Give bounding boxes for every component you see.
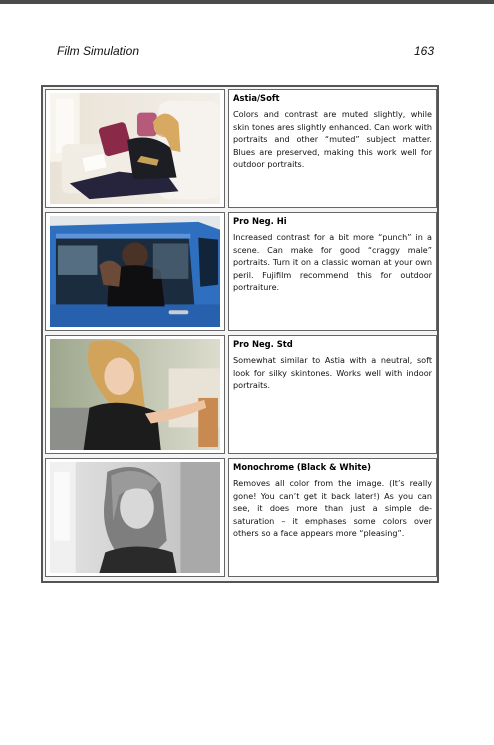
photo-cell	[45, 212, 225, 331]
film-mode-description: Removes all color from the image. (It’s really gone! You can’t get it back later!) As you can see, it does more than just a simple de-saturation – it emphases some colors over others so a face appears more “pleasing”.	[233, 478, 432, 539]
black-and-white-portrait-photo	[50, 462, 220, 573]
photo-cell	[45, 458, 225, 577]
description-cell	[228, 212, 437, 331]
table-row	[45, 335, 435, 454]
description-cell	[228, 335, 437, 454]
film-mode-title: Pro Neg. Std	[233, 339, 293, 349]
film-mode-description: Colors and contrast are muted slightly, while skin tones ares slightly enhanced. Can work with portraits and other “muted” subject matter. Blues are preserved, making this work well for outdoor portraits.	[233, 109, 432, 170]
woman-reading-on-sofa-photo	[50, 93, 220, 204]
description-cell	[228, 458, 437, 577]
table-row	[45, 212, 435, 331]
photo-cell	[45, 89, 225, 208]
man-in-blue-car-photo	[50, 216, 220, 327]
page-number: 163	[413, 44, 434, 58]
running-header-chapter: Film Simulation	[57, 44, 140, 58]
film-simulation-table	[41, 85, 439, 583]
woman-indoor-portrait-photo	[50, 339, 220, 450]
photo-cell	[45, 335, 225, 454]
film-mode-description: Somewhat similar to Astia with a neutral, soft look for silky skintones. Works well with indoor portraits.	[233, 355, 432, 391]
film-mode-title: Astia/Soft	[233, 93, 280, 103]
film-mode-description: Increased contrast for a bit more “punch” in a scene. Can make for good “craggy male” portraits. Turn it on a classic woman at your own peril. Fujifilm recommend this for outdoor portraiture.	[233, 232, 432, 293]
table-row	[45, 89, 435, 208]
table-row	[45, 458, 435, 577]
film-mode-title: Pro Neg. Hi	[233, 216, 287, 226]
description-cell	[228, 89, 437, 208]
film-mode-title: Monochrome (Black & White)	[233, 462, 371, 472]
top-edge-bar	[0, 0, 494, 4]
